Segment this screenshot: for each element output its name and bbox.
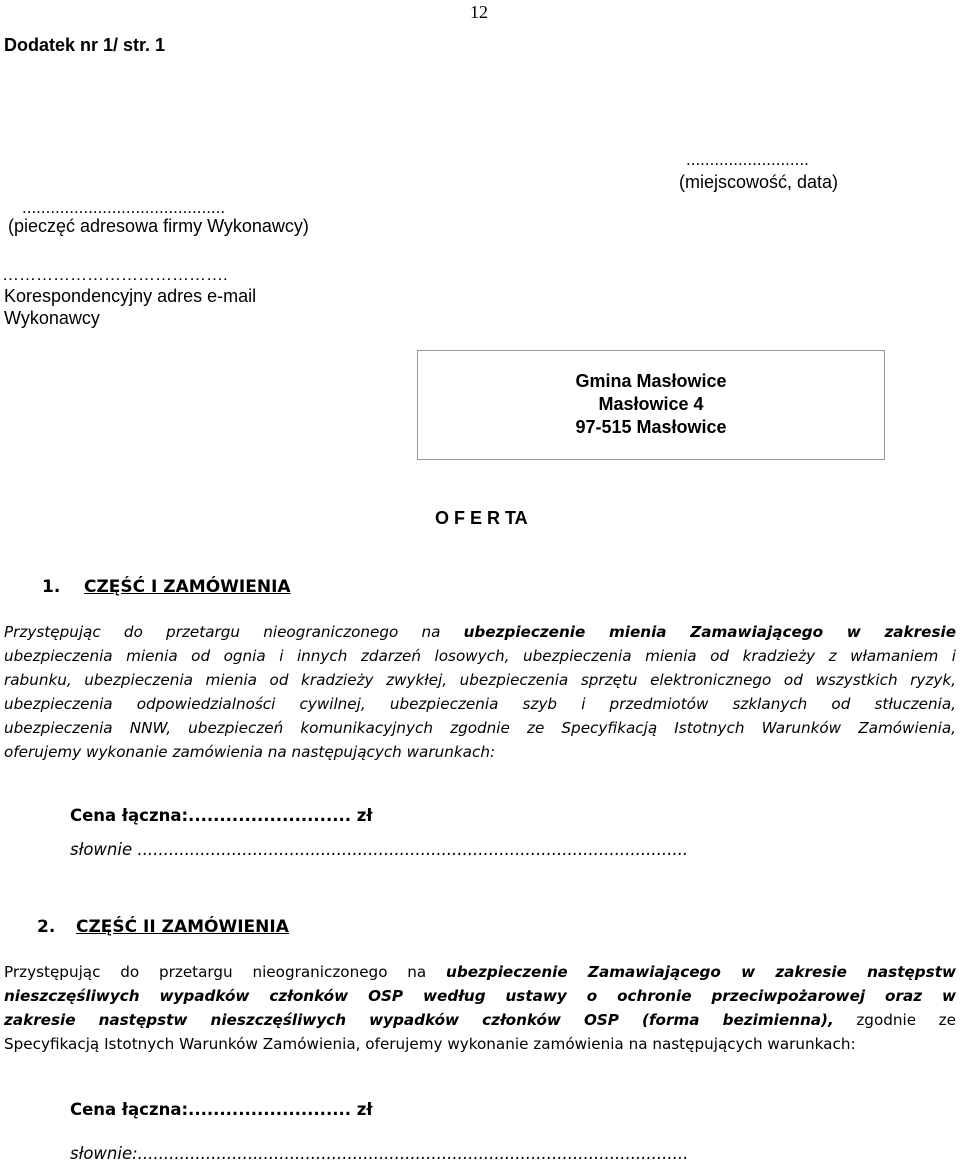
recipient-name: Gmina Masłowice [575,371,727,391]
part2-line: nieszczęśliwych wypadków członków OSP według ustawy o ochronie przeciwpożarowej oraz w [4,987,956,1005]
part2-line: Specyfikacją Istotnych Warunków Zamówienia, oferujemy wykonanie zamówienia na następujących warunkach: [4,1035,856,1053]
part1-line: rabunku, ubezpieczenia mienia od kradzieży zwykłej, ubezpieczenia sprzętu elektronicznego od wszystkich ryzyk, [4,671,956,689]
place-date-label: (miejscowość, data) [679,172,839,192]
part1-total-price: Cena łączna:.......................... zł [70,806,373,825]
part1-paragraph [4,622,956,766]
part1-heading: CZĘŚĆ I ZAMÓWIENIA [84,577,291,597]
attachment-label: Dodatek nr 1/ str. 1 [4,35,166,55]
part2-line: Przystępując do przetargu nieograniczonego na ubezpieczenie Zamawiającego w zakresie następstw [4,963,956,981]
recipient-street: Masłowice 4 [598,394,704,414]
correspondence-label-line1: Korespondencyjny adres e-mail [4,286,257,306]
part1-line: Przystępując do przetargu nieograniczonego na ubezpieczenie mienia Zamawiającego w zakresie [4,623,956,641]
part2-heading: CZĘŚĆ II ZAMÓWIENIA [76,917,289,937]
part2-total-price: Cena łączna:.......................... zł [70,1100,373,1119]
part1-line: ubezpieczenia odpowiedzialności cywilnej, ubezpieczenia szyb i przedmiotów szklanych od stłuczenia, [4,695,956,713]
part1-number: 1. [42,577,61,597]
correspondence-label-line2: Wykonawcy [4,308,100,328]
part2-paragraph [4,962,956,1058]
document-title: O F E R TA [435,508,528,528]
part1-line: ubezpieczenia mienia od ognia i innych zdarzeń losowych, ubezpieczenia mienia od kradzieży z włamaniem i [4,647,956,665]
part2-price-in-words: słownie:......................................................................................................... [70,1144,689,1163]
part2-line: zakresie następstw nieszczęśliwych wypadków członków OSP (forma bezimienna), zgodnie ze [4,1011,956,1029]
recipient-address-box [417,350,885,460]
part1-price-in-words: słownie ......................................................................................................... [70,840,689,859]
stamp-dots: ........................................... [22,198,226,217]
part1-line: ubezpieczenia NNW, ubezpieczeń komunikacyjnych zgodnie ze Specyfikacją Istotnych Warunków Zamówienia, [4,719,956,737]
recipient-city: 97-515 Masłowice [575,417,727,437]
page-number: 12 [470,2,488,22]
place-date-dots: .......................... [686,150,809,169]
correspondence-dots: …………………………………. [2,265,228,284]
part1-line: oferujemy wykonanie zamówienia na następujących warunkach: [4,743,496,761]
stamp-label: (pieczęć adresowa firmy Wykonawcy) [8,216,309,236]
part2-number: 2. [37,917,56,937]
